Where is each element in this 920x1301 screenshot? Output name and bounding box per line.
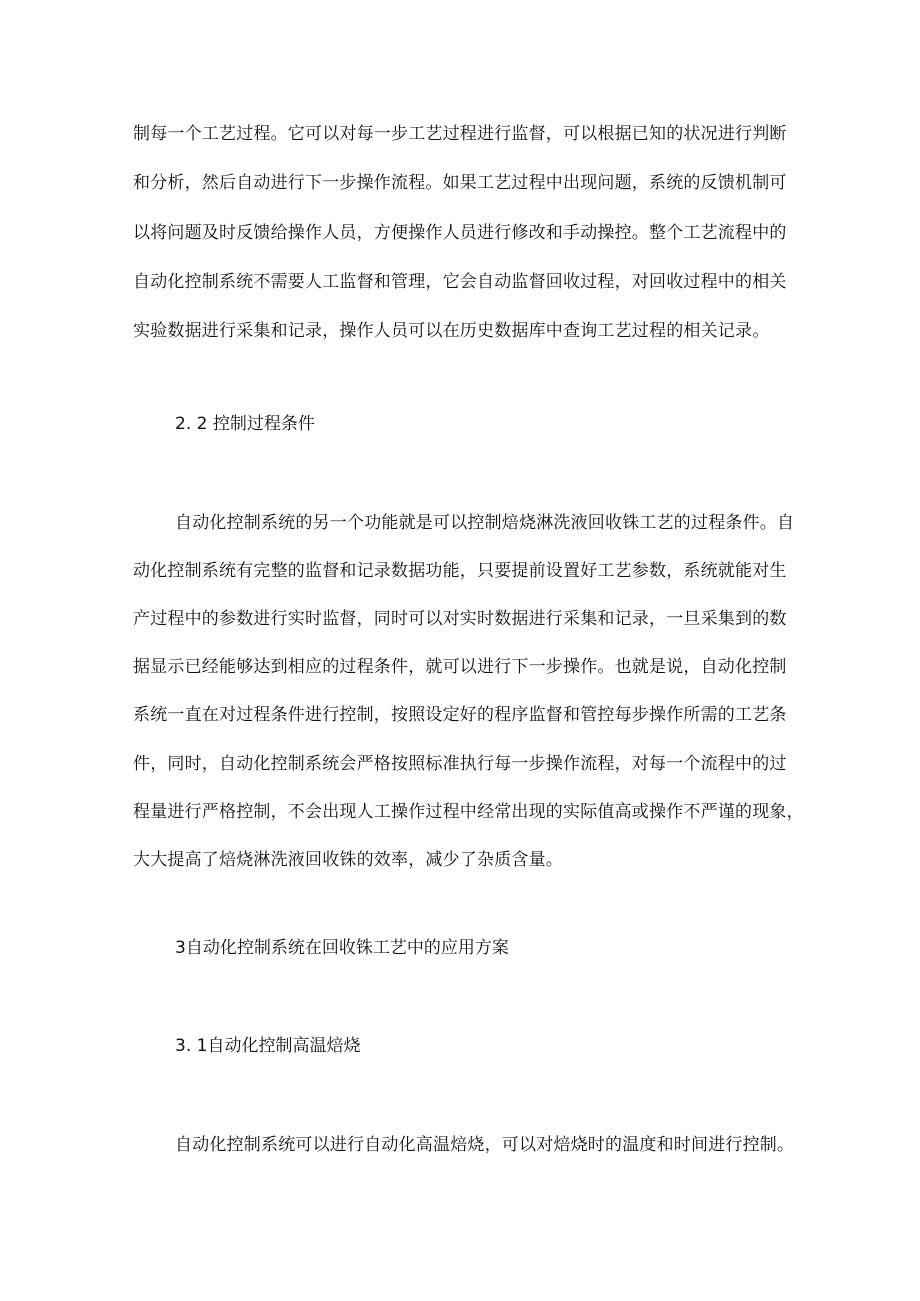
section-heading-2-2: 2. 2 控制过程条件 [175, 414, 315, 434]
paragraph-line: 制每一个工艺过程。它可以对每一步工艺过程进行监督，可以根据已知的状况进行判断 [133, 124, 787, 144]
paragraph-line: 件，同时，自动化控制系统会严格按照标准执行每一步操作流程，对每一个流程中的过 [133, 754, 787, 774]
paragraph-line: 系统一直在对过程条件进行控制，按照设定好的程序监督和管控每步操作所需的工艺条 [133, 705, 787, 725]
paragraph-line: 据显示已经能够达到相应的过程条件，就可以进行下一步操作。也就是说，自动化控制 [133, 657, 787, 677]
section-heading-3-1: 3. 1自动化控制高温焙烧 [175, 1036, 361, 1056]
paragraph-line: 实验数据进行采集和记录，操作人员可以在历史数据库中查询工艺过程的相关记录。 [133, 321, 770, 341]
paragraph-line: 动化控制系统有完整的监督和记录数据功能，只要提前设置好工艺参数，系统就能对生 [133, 561, 787, 581]
section-heading-3: 3自动化控制系统在回收铢工艺中的应用方案 [175, 938, 509, 958]
paragraph-line: 自动化控制系统可以进行自动化高温焙烧，可以对焙烧时的温度和时间进行控制。 [175, 1135, 795, 1155]
paragraph-line: 产过程中的参数进行实时监督，同时可以对实时数据进行采集和记录，一旦采集到的数 [133, 609, 787, 629]
paragraph-line: 和分析，然后自动进行下一步操作流程。如果工艺过程中出现问题，系统的反馈机制可 [133, 173, 787, 193]
paragraph-line: 自动化控制系统不需要人工监督和管理，它会自动监督回收过程，对回收过程中的相关 [133, 272, 787, 292]
paragraph-line: 以将问题及时反馈给操作人员，方便操作人员进行修改和手动操控。整个工艺流程中的 [133, 223, 787, 243]
paragraph-line: 自动化控制系统的另一个功能就是可以控制焙烧淋洗液回收铢工艺的过程条件。自 [175, 513, 795, 533]
paragraph-line: 程量进行严格控制，不会出现人工操作过程中经常出现的实际值高或操作不严谨的现象， [133, 802, 804, 822]
paragraph-line: 大大提高了焙烧淋洗液回收铢的效率，减少了杂质含量。 [133, 850, 563, 870]
